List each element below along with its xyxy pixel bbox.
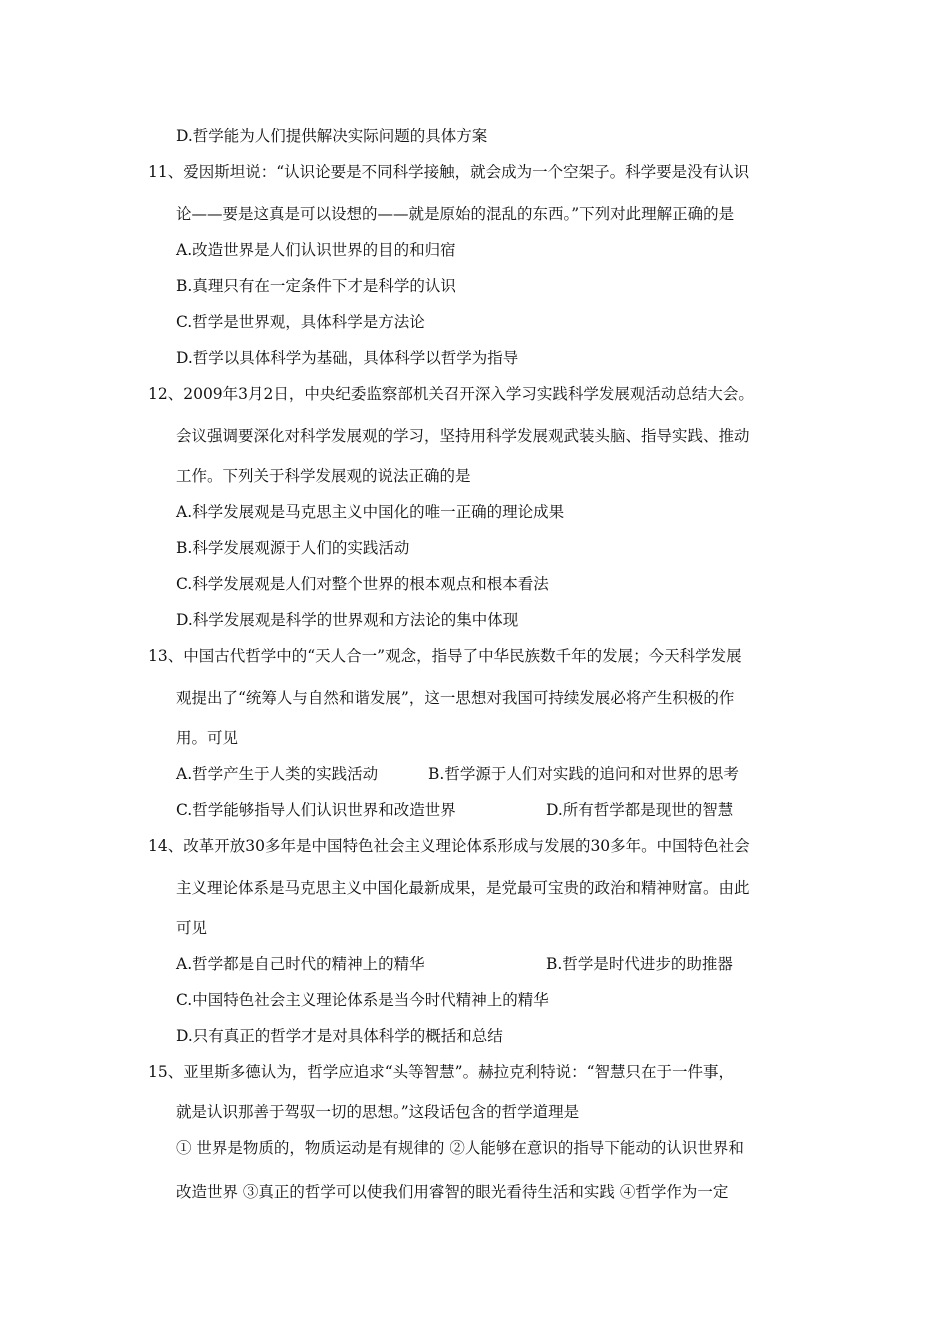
q13-option-c: C.哲学能够指导人们认识世界和改造世界 [176, 801, 456, 819]
q14-option-b: B.哲学是时代进步的助推器 [546, 955, 733, 973]
q12-stem-line-3: 工作。下列关于科学发展观的说法正确的是 [176, 467, 471, 485]
q10-option-d: D.哲学能为人们提供解决实际问题的具体方案 [176, 127, 488, 145]
q12-stem-line-2: 会议强调要深化对科学发展观的学习，坚持用科学发展观武装头脑、指导实践、推动 [176, 427, 750, 445]
q13-stem-line-2: 观提出了“统筹人与自然和谐发展”，这一思想对我国可持续发展必将产生积极的作 [176, 689, 735, 707]
q15-items-line-2: 改造世界 ③真正的哲学可以使我们用睿智的眼光看待生活和实践 ④哲学作为一定 [176, 1183, 729, 1201]
q12-option-a: A.科学发展观是马克思主义中国化的唯一正确的理论成果 [176, 503, 565, 521]
q12-option-d: D.科学发展观是科学的世界观和方法论的集中体现 [176, 611, 519, 629]
q12-stem-line-1: 12、2009年3月2日，中央纪委监察部机关召开深入学习实践科学发展观活动总结大会。 [148, 385, 754, 403]
q12-option-b: B.科学发展观源于人们的实践活动 [176, 539, 410, 557]
q14-option-c: C.中国特色社会主义理论体系是当今时代精神上的精华 [176, 991, 549, 1009]
q14-option-d: D.只有真正的哲学才是对具体科学的概括和总结 [176, 1027, 503, 1045]
q14-option-a: A.哲学都是自己时代的精神上的精华 [176, 955, 425, 973]
q11-option-c: C.哲学是世界观，具体科学是方法论 [176, 313, 425, 331]
q11-option-d: D.哲学以具体科学为基础，具体科学以哲学为指导 [176, 349, 519, 367]
q13-option-a: A.哲学产生于人类的实践活动 [176, 765, 379, 783]
q14-stem-line-2: 主义理论体系是马克思主义中国化最新成果，是党最可宝贵的政治和精神财富。由此 [176, 879, 750, 897]
q14-stem-line-1: 14、改革开放30多年是中国特色社会主义理论体系形成与发展的30多年。中国特色社会 [148, 837, 750, 855]
q14-stem-line-3: 可见 [176, 919, 208, 937]
q12-option-c: C.科学发展观是人们对整个世界的根本观点和根本看法 [176, 575, 549, 593]
q15-stem-line-2: 就是认识那善于驾驭一切的思想。”这段话包含的哲学道理是 [176, 1103, 580, 1121]
q11-option-a: A.改造世界是人们认识世界的目的和归宿 [176, 241, 456, 259]
q15-stem-line-1: 15、亚里斯多德认为，哲学应追求“头等智慧”。赫拉克利特说：“智慧只在于一件事， [148, 1063, 734, 1081]
q13-option-b: B.哲学源于人们对实践的追问和对世界的思考 [428, 765, 739, 783]
q11-option-b: B.真理只有在一定条件下才是科学的认识 [176, 277, 456, 295]
q13-option-d: D.所有哲学都是现世的智慧 [546, 801, 734, 819]
q13-stem-line-1: 13、中国古代哲学中的“天人合一”观念，指导了中华民族数千年的发展；今天科学发展 [148, 647, 742, 665]
q13-stem-line-3: 用。可见 [176, 729, 239, 747]
q15-items-line-1: ① 世界是物质的，物质运动是有规律的 ②人能够在意识的指导下能动的认识世界和 [176, 1139, 744, 1157]
q11-stem-line-2: 论——要是这真是可以设想的——就是原始的混乱的东西。”下列对此理解正确的是 [176, 205, 735, 223]
q11-stem-line-1: 11、爱因斯坦说：“认识论要是不同科学接触，就会成为一个空架子。科学要是没有认识 [148, 163, 750, 181]
